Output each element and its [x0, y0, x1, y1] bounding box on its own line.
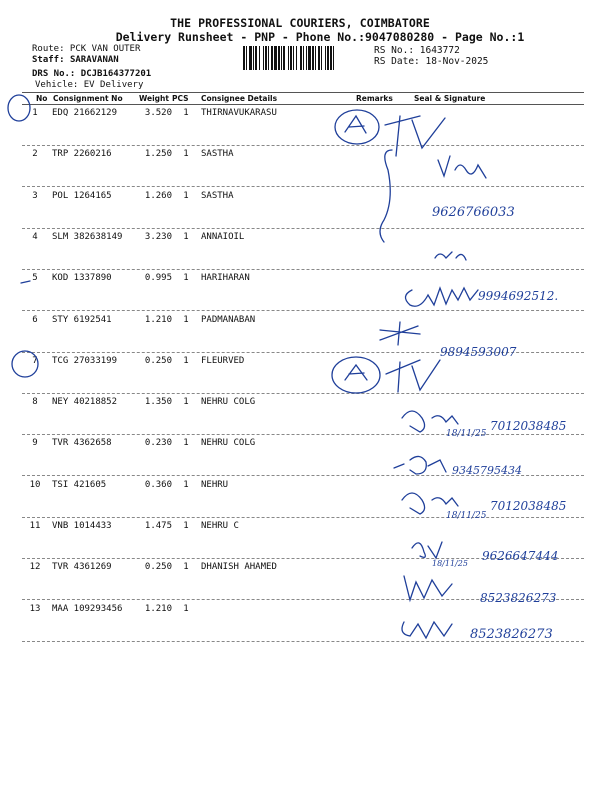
consignment-number: POL 1264165 — [52, 191, 112, 201]
table-row — [0, 604, 600, 624]
pcs-value: 1 — [183, 397, 189, 407]
consignment-number: SLM 382638149 — [52, 232, 123, 242]
weight-value: 3.520 — [144, 108, 172, 118]
signature-13 — [402, 622, 452, 638]
table-row — [0, 273, 600, 293]
pcs-value: 1 — [183, 521, 189, 531]
table-row — [0, 521, 600, 541]
staff-line — [32, 55, 151, 66]
col-header-consignment: Consignment No — [53, 94, 123, 103]
consignment-number: KOD 1337890 — [52, 273, 112, 283]
weight-value: 1.210 — [144, 604, 172, 614]
consignee-name: DHANISH AHAMED — [201, 562, 277, 572]
table-row — [0, 232, 600, 252]
table-row — [0, 149, 600, 169]
row-separator — [22, 186, 584, 187]
rs-info — [374, 45, 488, 67]
consignee-name: THIRNAVUKARASU — [201, 108, 277, 118]
weight-value: 1.210 — [144, 315, 172, 325]
row-number: 4 — [32, 232, 38, 242]
row-separator — [22, 228, 584, 229]
phone-row-3: 9626766033 — [432, 205, 515, 220]
consignee-name: NEHRU COLG — [201, 397, 256, 407]
date-row-11: 18/11/25 — [432, 559, 468, 568]
consignee-name: FLEURVED — [201, 356, 245, 366]
weight-value: 0.250 — [144, 356, 172, 366]
weight-value: 0.360 — [144, 480, 172, 490]
consignee-name: PADMANABAN — [201, 315, 256, 325]
phone-row-8: 7012038485 — [490, 419, 567, 433]
pcs-value: 1 — [183, 232, 189, 242]
consignment-number: TRP 2260216 — [52, 149, 112, 159]
pcs-value: 1 — [183, 562, 189, 572]
consignee-name: NEHRU — [201, 480, 229, 490]
consignee-name: SASTHA — [201, 149, 234, 159]
table-row — [0, 315, 600, 335]
col-header-remarks: Remarks — [356, 94, 393, 103]
pcs-value: 1 — [183, 191, 189, 201]
pcs-value: 1 — [183, 315, 189, 325]
consignment-number: TCG 27033199 — [52, 356, 118, 366]
barcode-image — [243, 46, 370, 70]
route-info — [32, 44, 151, 91]
col-header-weight: Weight — [139, 94, 169, 103]
row-number: 1 — [32, 108, 38, 118]
header-bottom-rule — [22, 104, 584, 105]
table-row — [0, 356, 600, 376]
weight-value: 0.995 — [144, 273, 172, 283]
row-number: 9 — [32, 438, 38, 448]
row-separator — [22, 599, 584, 600]
row-separator — [22, 352, 584, 353]
consignee-name: NEHRU COLG — [201, 438, 256, 448]
table-row — [0, 191, 600, 211]
weight-value: 3.230 — [144, 232, 172, 242]
pcs-value: 1 — [183, 438, 189, 448]
table-row — [0, 438, 600, 458]
staff-value: SARAVANAN — [69, 55, 119, 65]
phone-row-11: 9626647444 — [482, 549, 559, 563]
weight-value: 0.230 — [144, 438, 172, 448]
phone-row-10: 7012038485 — [490, 499, 567, 513]
weight-value: 1.475 — [144, 521, 172, 531]
consignment-number: STY 6192541 — [52, 315, 112, 325]
row-separator — [22, 558, 584, 559]
staff-label: Staff: — [32, 55, 65, 65]
weight-value: 1.250 — [144, 149, 172, 159]
row-separator — [22, 517, 584, 518]
col-header-pcs: PCS — [172, 94, 189, 103]
company-title: THE PROFESSIONAL COURIERS, COIMBATORE — [170, 16, 430, 30]
route-line: Route: PCK VAN OUTER — [32, 44, 141, 54]
consignee-name: NEHRU C — [201, 521, 239, 531]
runsheet-subtitle: Delivery Runsheet - PNP - Phone No.:9047080280 - Page No.:1 — [115, 30, 525, 44]
consignment-number: VNB 1014433 — [52, 521, 112, 531]
table-row — [0, 480, 600, 500]
consignee-name: ANNAIOIL — [201, 232, 245, 242]
col-header-no: No — [36, 94, 48, 103]
row-separator — [22, 434, 584, 435]
weight-value: 1.350 — [144, 397, 172, 407]
pcs-value: 1 — [183, 480, 189, 490]
consignee-name: HARIHARAN — [201, 273, 250, 283]
row-separator — [22, 145, 584, 146]
row-number: 11 — [29, 521, 41, 531]
header-top-rule — [22, 92, 584, 93]
rs-number: RS No.: 1643772 — [374, 45, 460, 56]
phone-row-7: 9894593007 — [440, 345, 517, 359]
signature-11 — [412, 542, 442, 558]
rs-date: RS Date: 18-Nov-2025 — [374, 56, 489, 67]
pcs-value: 1 — [183, 273, 189, 283]
row-number: 7 — [32, 356, 38, 366]
table-row — [0, 108, 600, 128]
row-separator — [22, 641, 584, 642]
consignment-number: TVR 4361269 — [52, 562, 112, 572]
table-row — [0, 397, 600, 417]
phone-row-5: 9994692512. — [478, 289, 559, 303]
row-number: 5 — [32, 273, 38, 283]
table-row — [0, 562, 600, 582]
drs-value: DCJB164377201 — [80, 69, 152, 79]
consignment-number: TSI 421605 — [52, 480, 107, 490]
row-number: 8 — [32, 397, 38, 407]
row-separator — [22, 475, 584, 476]
date-row-8: 18/11/25 — [446, 429, 487, 439]
row-number: 3 — [32, 191, 38, 201]
row-separator — [22, 393, 584, 394]
row-separator — [22, 269, 584, 270]
row-number: 6 — [32, 315, 38, 325]
consignment-number: TVR 4362658 — [52, 438, 112, 448]
col-header-seal: Seal & Signature — [414, 94, 486, 103]
consignment-number: MAA 109293456 — [52, 604, 123, 614]
pcs-value: 1 — [183, 356, 189, 366]
signature-4 — [435, 252, 466, 260]
signature-9 — [394, 456, 446, 474]
pcs-value: 1 — [183, 108, 189, 118]
col-header-consignee: Consignee Details — [201, 94, 278, 103]
row-number: 12 — [29, 562, 41, 572]
pcs-value: 1 — [183, 149, 189, 159]
drs-label: DRS No.: — [32, 69, 76, 79]
row-number: 2 — [32, 149, 38, 159]
phone-row-9: 9345795434 — [452, 464, 522, 477]
row-number: 13 — [29, 604, 41, 614]
phone-row-12: 8523826273 — [480, 591, 557, 605]
consignment-number: EDQ 21662129 — [52, 108, 118, 118]
pcs-value: 1 — [183, 604, 189, 614]
date-row-10: 18/11/25 — [446, 511, 487, 521]
row-number: 10 — [29, 480, 41, 490]
row-separator — [22, 310, 584, 311]
drs-line — [32, 69, 151, 80]
phone-row-13: 8523826273 — [470, 627, 553, 642]
weight-value: 0.250 — [144, 562, 172, 572]
consignee-name: SASTHA — [201, 191, 234, 201]
vehicle-line: Vehicle: EV Delivery — [35, 80, 144, 90]
weight-value: 1.260 — [144, 191, 172, 201]
consignment-number: NEY 40218852 — [52, 397, 118, 407]
